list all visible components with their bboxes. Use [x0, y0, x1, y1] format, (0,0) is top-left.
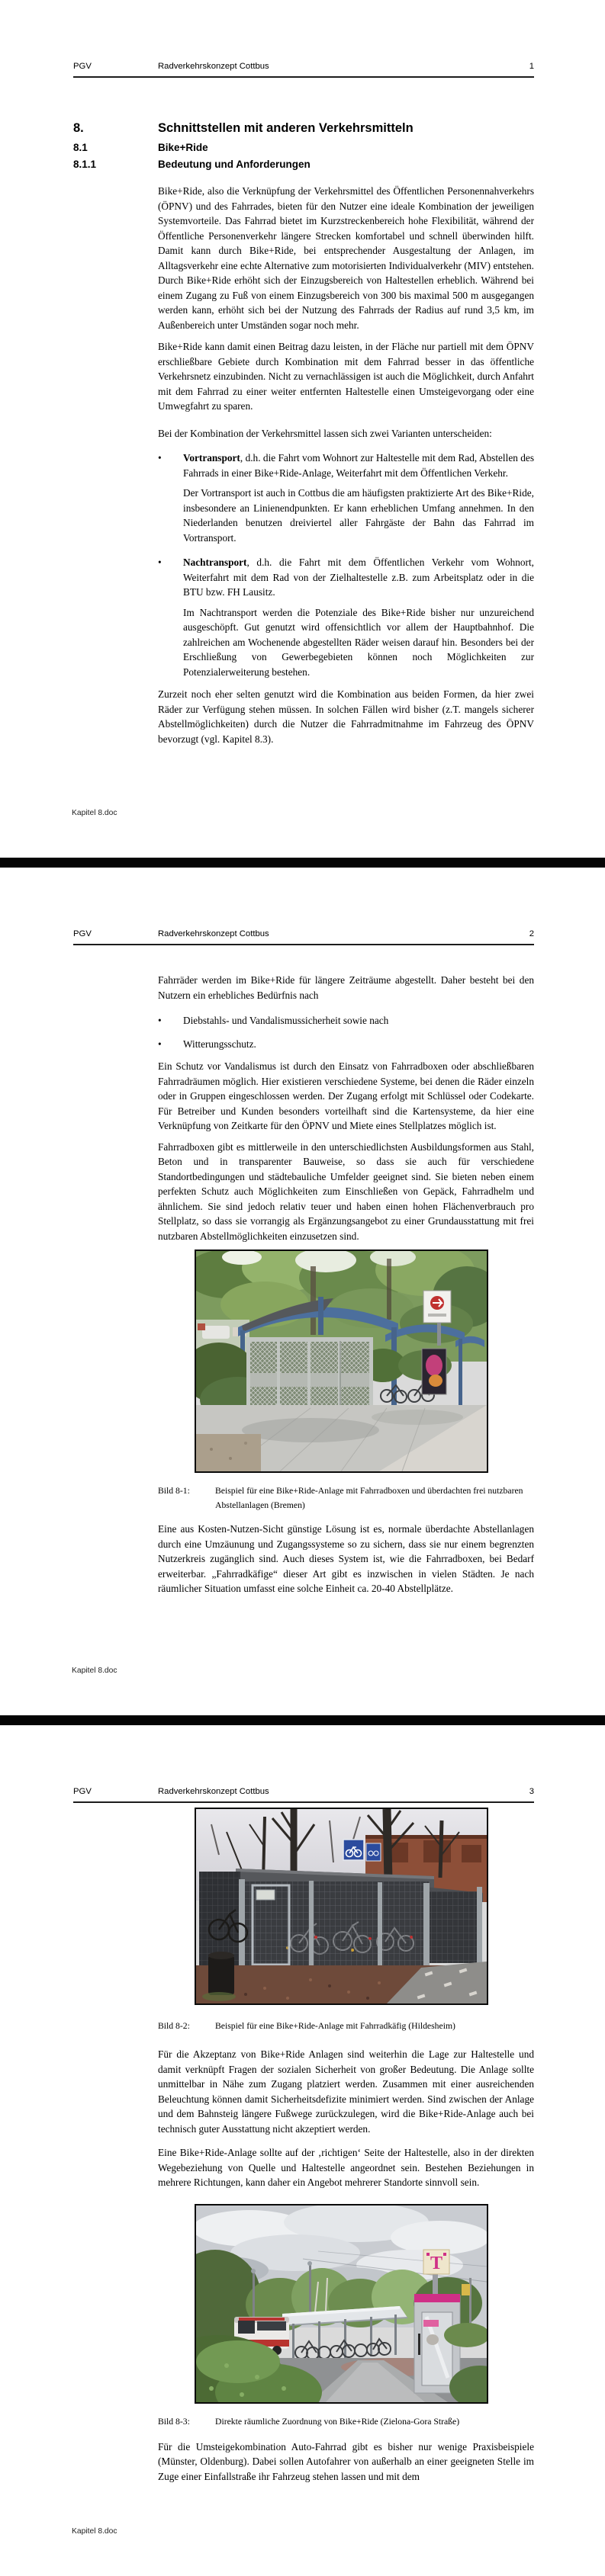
header-document-title: Radverkehrskonzept Cottbus: [158, 1787, 269, 1796]
paragraph: Für die Umsteigekombination Auto-Fahrrad gibt es bisher nur wenige Praxisbeispiele (Münster, Oldenburg). Dabei sollen Autofahrer von außerhalb an einer geeigneten Stelle im Zuge einer Einfallstraße ihr Fahrzeug stehen lassen und mit dem: [158, 2440, 534, 2482]
page-header: [73, 1786, 534, 1803]
bullet-text: Vortransport, d.h. die Fahrt vom Wohnort zur Haltestelle mit dem Rad, Abstellen des Fahrrads in einer Bike+Ride-Anlage, Weiterfahrt mit dem Öffentlichen Verkehr.: [183, 452, 534, 479]
paragraph: Fahrräder werden im Bike+Ride für längere Zeiträume abgestellt. Daher besteht bei den Nutzern ein erhebliches Bedürfnis nach: [158, 974, 534, 1001]
bullet-item: [158, 451, 534, 480]
footer-filename: Kapitel 8.doc: [72, 1667, 117, 1675]
page-number: 1: [529, 62, 534, 71]
heading-chapter: [73, 120, 534, 136]
page-separator: [0, 1715, 605, 1725]
footer-filename: Kapitel 8.doc: [72, 809, 117, 817]
bullet-item: [158, 1037, 534, 1052]
bullet-text: Witterungsschutz.: [183, 1038, 256, 1050]
paragraph: Bei der Kombination der Verkehrsmittel lassen sich zwei Varianten unterscheiden:: [158, 427, 492, 439]
page-number: 2: [529, 929, 534, 938]
figure-caption: [158, 2019, 534, 2033]
heading-number: 8.1: [73, 142, 88, 153]
bullet-item: [158, 555, 534, 600]
heading-number: 8.: [73, 121, 84, 135]
heading-text: Schnittstellen mit anderen Verkehrsmitteln: [158, 121, 414, 135]
page-header: [73, 929, 534, 945]
paragraph: Fahrradboxen gibt es mittlerweile in den unterschiedlichsten Ausbildungsformen aus Stahl, Beton und in transparenter Bauweise, so dass sie auch für verschiedene Standortbedingungen und städtebauliche Umfelder geeignet sind. Sie bieten neben einem perfekten Schutz auch Möglichkeiten zum Einschließen von Gepäck, Fahrradhelm und ähnlichem. Sie sind jedoch relativ teuer und haben einen hohen Flächenverbrauch pro Stellplatz, so dass sie vorrangig als Ergänzungsangebot zu einer Grundausstattung mit frei nutzbaren Abstellmöglichkeiten einzusetzen sind.: [158, 1140, 534, 1242]
page-3: [0, 1725, 605, 2576]
paragraph: Für die Akzeptanz von Bike+Ride Anlagen sind weiterhin die Lage zur Haltestelle und damit verknüpft Fragen der sozialen Sicherheit von großer Bedeutung. Die Anlage sollte unmittelbar in Nähe zum Zugang platziert werden. Zusammen mit einer ausreichenden Beleuchtung können damit Sicherheitsdefizite minimiert werden. Sind zwischen der Anlage und dem Bahnsteig längere Fußwege zurückzulegen, wird die Bike+Ride-Anlage auch bei technisch guter Ausstattung nicht akzeptiert werden.: [158, 2048, 534, 2135]
bullet-text: Nachtransport, d.h. die Fahrt mit dem Öffentlichen Verkehr vom Wohnort, Weiterfahrt mit dem Rad von der Zielhaltestelle z.B. zum Arbeitsplatz oder in die BTU bzw. FH Lausitz.: [183, 557, 534, 598]
paragraph: Der Vortransport ist auch in Cottbus die am häufigsten praktizierte Art des Bike+Ride, insbesondere an Linienendpunkten. Er kann erheblichen Umfang annehmen. In den Niederlanden benutzen dreiviertel aller Fahrgäste der Bahn das Fahrrad im Vortransport.: [183, 487, 534, 544]
caption-label: Bild 8-3:: [158, 2416, 190, 2427]
bullet-marker: •: [158, 1038, 162, 1050]
bullet-text: Diebstahls- und Vandalismussicherheit sowie nach: [183, 1015, 389, 1026]
heading-subsection: [73, 158, 534, 172]
page-1: [0, 0, 605, 858]
caption-label: Bild 8-1:: [158, 1486, 190, 1496]
bullet-marker: •: [158, 1015, 162, 1026]
paragraph: Bike+Ride, also die Verknüpfung der Verkehrsmittel des Öffentlichen Personennahverkehrs (ÖPNV) und des Fahrrades, bieten für den Nutzer eine ideale Kombination der jeweiligen Systemvorteile. Das Fahrrad bietet im Kurzstreckenbereich hohe Flexibilität, während der Öffentliche Personenverkehr längere Strecken komfortabel und schnell überwinden hilft. Damit kann durch Bike+Ride, bei entsprechender Ausgestaltung der Anlagen, im Alltagsverkehr eine echte Alternative zum motorisierten Individualverkehr (MIV) entstehen. Durch Bike+Ride erhöht sich der Einzugsbereich von Haltestellen erheblich. Während bei einem Zugang zu Fuß von einem Einzugsbereich von 300 bis maximal 500 m ausgegangen werden kann, erhöht sich bei der Nutzung des Fahrrads der Radius auf rund 3,5 km, im Außenbereich unter Umständen sogar noch mehr.: [158, 185, 534, 331]
svg-text:T: T: [430, 2253, 443, 2273]
heading-section: [73, 141, 534, 155]
page-number: 3: [529, 1787, 534, 1796]
paragraph: Bike+Ride kann damit einen Beitrag dazu leisten, in der Fläche nur partiell mit dem ÖPNV erschließbare Gebiete durch Kombination mit dem Fahrrad besser in das öffentliche Verkehrsnetz einzubinden. Nicht zu vernachlässigen ist auch die Möglichkeit, durch Anfahrt mit dem Fahrrad zu einer weiter entfernten Haltestelle einen Umsteigevorgang oder eine Umwegfahrt zu sparen.: [158, 341, 534, 412]
figure-caption: [158, 2414, 534, 2429]
header-author: PGV: [73, 1787, 92, 1796]
caption-label: Bild 8-2:: [158, 2021, 190, 2031]
page-2: [0, 868, 605, 1715]
bullet-item: [158, 1013, 534, 1028]
bullet-marker: •: [158, 452, 162, 464]
paragraph: Eine aus Kosten-Nutzen-Sicht günstige Lösung ist es, normale überdachte Abstellanlagen durch eine Umzäunung und Zugangssysteme so zu sichern, dass sie nur einem begrenzten Nutzerkreis zugänglich sind. Auch dieses System ist, wie die Fahrradboxen, bei Bedarf erweiterbar. „Fahrradkäfige“ dieser Art gibt es inzwischen in vielen Städten. Je nach räumlicher Situation umfasst eine solche Einheit ca. 20-40 Abstellplätze.: [158, 1523, 534, 1594]
header-author: PGV: [73, 929, 92, 938]
paragraph: Zurzeit noch eher selten genutzt wird die Kombination aus beiden Formen, da hier zwei Räder zur Verfügung stehen müssen. In solchen Fällen wird bisher (z.T. mangels sicherer Abstellmöglichkeiten) durch die Nutzer die Fahrradmitnahme im Fahrzeug des ÖPNV bevorzugt (vgl. Kapitel 8.3).: [158, 688, 534, 745]
paragraph: Ein Schutz vor Vandalismus ist durch den Einsatz von Fahrradboxen oder abschließbaren Fahrradräumen möglich. Hier existieren verschiedene Systeme, bei denen die Räder einzeln oder in Gruppen eingeschlossen werden. Der Zugang erfolgt mit Schlüssel oder Codekarte. Für Betreiber und Kunden besonders vorteilhaft sind die Kartensysteme, da hier eine Verknüpfung von Zeitkarte für den ÖPNV und Miete eines Stellplatzes möglich ist.: [158, 1060, 534, 1131]
heading-text: Bedeutung und Anforderungen: [158, 159, 311, 170]
paragraph: Im Nachtransport werden die Potenziale des Bike+Ride bisher nur unzureichend ausgeschöpft. Gut genutzt wird offensichtlich vor allem der Hauptbahnhof. Die zahlreichen am Wochenende abgestellten Räder weisen darauf hin. Besonders bei der Erschließung von Gewerbegebieten können noch Möglichkeiten zur Potenzialerweiterung bestehen.: [183, 606, 534, 678]
heading-text: Bike+Ride: [158, 142, 208, 153]
paragraph: Eine Bike+Ride-Anlage sollte auf der ‚richtigen‘ Seite der Haltestelle, also in der direkten Wegebeziehung von Quelle und Haltestelle angeordnet sein. Bestehen Beziehungen in mehrere Richtungen, kann daher ein Angebot mehrerer Standorte sinnvoll sein.: [158, 2147, 534, 2188]
caption-text: Direkte räumliche Zuordnung von Bike+Ride (Zielona-Gora Straße): [215, 2416, 460, 2427]
photo-bild-8-2: [195, 1808, 488, 2005]
bullet-marker: •: [158, 557, 162, 568]
header-document-title: Radverkehrskonzept Cottbus: [158, 62, 269, 71]
page-separator: [0, 858, 605, 868]
heading-number: 8.1.1: [73, 159, 97, 170]
header-author: PGV: [73, 62, 92, 71]
bullet-keyword: Nachtransport: [183, 557, 247, 568]
page-header: [73, 61, 534, 78]
bullet-keyword: Vortransport: [183, 452, 240, 464]
footer-filename: Kapitel 8.doc: [72, 2527, 117, 2536]
header-document-title: Radverkehrskonzept Cottbus: [158, 929, 269, 938]
caption-text: Beispiel für eine Bike+Ride-Anlage mit Fahrradkäfig (Hildesheim): [215, 2021, 455, 2031]
photo-bild-8-1: [195, 1250, 488, 1473]
figure-caption: [158, 1484, 534, 1513]
photo-bild-8-3: [195, 2204, 488, 2404]
caption-text: Beispiel für eine Bike+Ride-Anlage mit Fahrradboxen und überdachten frei nutzbaren Abstellanlagen (Bremen): [215, 1486, 523, 1510]
